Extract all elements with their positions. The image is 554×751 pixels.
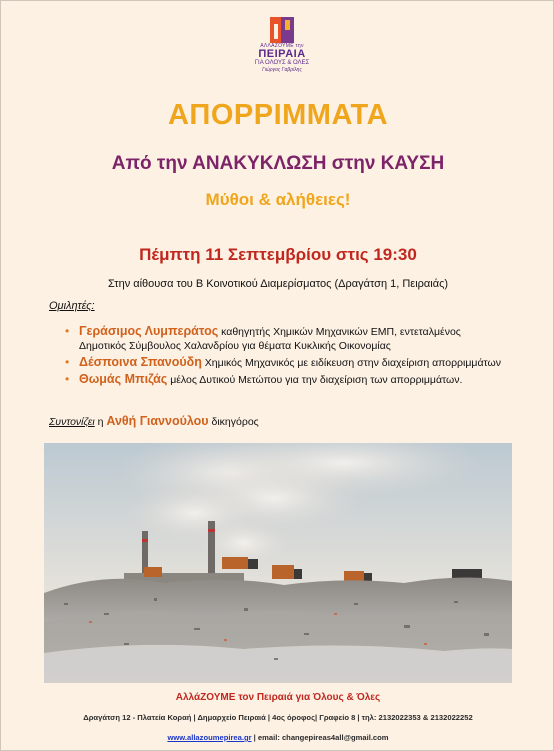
speaker-name: Δέσποινα Σπανούδη: [79, 355, 202, 369]
footer-contact: [1, 733, 554, 742]
moderator-line: [49, 414, 259, 428]
logo-sub-text: ΓΙΑ ΟΛΟΥΣ & ΟΛΕΣ: [254, 60, 310, 66]
speaker-name: Θωμάς Μπιζάς: [79, 372, 168, 386]
event-datetime: Πέμπτη 11 Σεπτεμβρίου στις 19:30: [139, 245, 417, 264]
moderator-label: Συντονίζει: [49, 416, 95, 428]
speaker-item: [65, 372, 505, 387]
speaker-item: [65, 324, 505, 353]
speaker-name: Γεράσιμος Λυμπεράτος: [79, 324, 219, 338]
website-link[interactable]: www.allazoumepirea.gr: [167, 733, 252, 742]
logo-main-text: ΠΕΙΡΑΙΑ: [258, 48, 306, 60]
speaker-description: μέλος Δυτικού Μετώπου για την διαχείριση των απορριμμάτων.: [167, 374, 463, 386]
organization-logo: [246, 15, 318, 77]
footer-address: Δραγάτση 12 - Πλατεία Κοραή | Δημαρχείο Πειραιά | 4ος όροφος| Γραφείο 8 | τηλ: 2132022353 & 2132022252: [83, 713, 473, 722]
bullet-icon: •: [65, 355, 70, 369]
moderator-connector: η: [94, 416, 107, 428]
logo-signature: Γιώργος Γαβρίλης: [262, 67, 302, 73]
moderator-name: Ανθή Γιαννούλου: [106, 414, 209, 428]
page-title: ΑΠΟΡΡΙΜΜΑΤΑ: [167, 99, 389, 131]
logo-small-text: ΑΛΛΑΖΟΥΜΕ την: [260, 43, 304, 49]
bullet-icon: •: [65, 372, 70, 386]
landfill-illustration: [44, 443, 512, 683]
speaker-description: Χημικός Μηχανικός με ειδίκευση στην διαχείριση απορριμμάτων: [201, 357, 501, 369]
speakers-label: Ομιλητές:: [49, 300, 95, 312]
landfill-photo: [44, 443, 512, 683]
speakers-list: [65, 324, 505, 389]
logo-mark-icon: [267, 15, 297, 45]
speaker-description: καθηγητής Χημικών Μηχανικών ΕΜΠ, εντεταλμένος Δημοτικός Σύμβουλος Χαλανδρίου για θέματα Κυκλικής Οικονομίας: [79, 326, 461, 352]
speaker-item: [65, 355, 505, 370]
moderator-description: δικηγόρος: [208, 416, 259, 428]
footer-organization: ΑλλάΖΟΥΜΕ τον Πειραιά για Όλους & Όλες: [175, 692, 381, 703]
event-subtitle: Από την ΑΝΑΚΥΚΛΩΣΗ στην ΚΑΥΣΗ: [111, 153, 445, 174]
event-tagline: Μύθοι & αλήθειες!: [205, 190, 351, 209]
footer-email: | email: changepireas4all@gmail.com: [251, 733, 389, 742]
bullet-icon: •: [65, 324, 70, 338]
event-venue: Στην αίθουσα του Β Κοινοτικού Διαμερίσματος (Δραγάτση 1, Πειραιάς): [107, 278, 449, 290]
